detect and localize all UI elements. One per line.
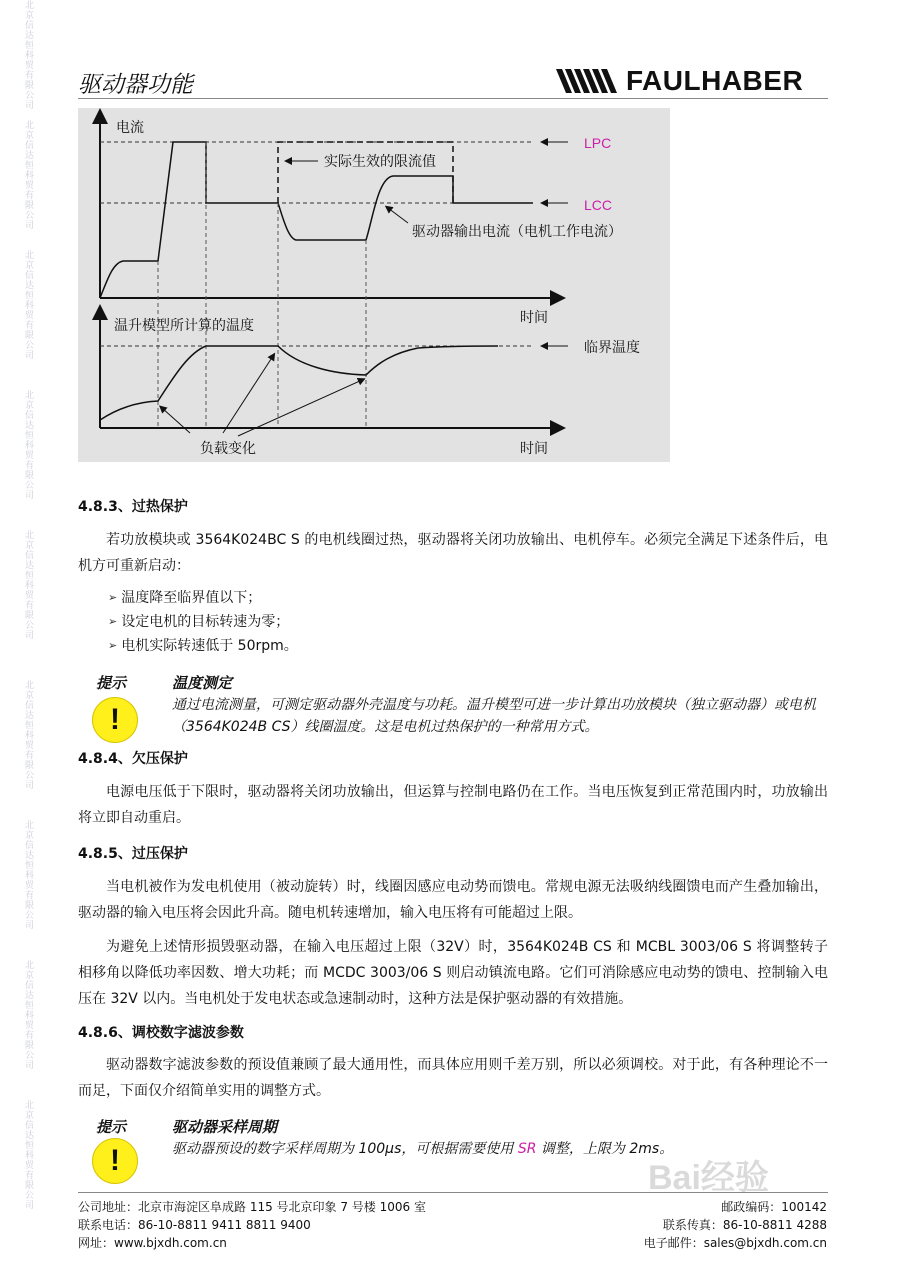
tip-body-text: 驱动器预设的数字采样周期为 100μs，可根据需要使用 <box>172 1141 518 1157</box>
current-axis-label: 电流 <box>116 120 144 136</box>
footer-phone: 联系电话：86-10-8811 9411 8811 9400 <box>78 1218 311 1232</box>
section-paragraph: 为避免上述情形损毁驱动器，在输入电压超过上限（32V）时，3564K024B CS 和 MCBL 3003/06 S 将调整转子相移角以降低功率因数、增大功耗；而 MCDC 3003/06 S 则启动镇流电路。它们可消除感应电动势的馈电、控制输入电压在 32V 以内。当电机处于发电状态或急速制动时，这种方法是保护驱动器的有效措施。 <box>78 939 828 1007</box>
footer-postcode: 邮政编码：100142 <box>721 1200 827 1214</box>
section-paragraph: 当电机被作为发电机使用（被动旋转）时，线圈因感应电动势而馈电。常规电源无法吸纳线圈馈电而产生叠加输出，驱动器的输入电压将会因此升高。随电机转速增加，输入电压将有可能超过上限。 <box>78 879 828 921</box>
sr-command-highlight: SR <box>517 1141 537 1157</box>
lcc-label: LCC <box>584 197 613 213</box>
section-heading-overvoltage: 4.8.5、过压保护 <box>78 846 188 862</box>
footer-fax: 联系传真：86-10-8811 4288 <box>662 1218 827 1232</box>
critical-temperature-label: 临界温度 <box>584 340 640 356</box>
temperature-axis-label: 温升模型所计算的温度 <box>114 318 254 334</box>
page-header-title: 驱动器功能 <box>78 72 193 98</box>
current-temperature-figure <box>78 108 670 462</box>
side-watermark-text: 北京信达恒科贸有限公司 <box>23 530 33 640</box>
side-watermark-text: 北京信达恒科贸有限公司 <box>23 250 33 360</box>
load-change-pointer-arrow <box>223 356 273 433</box>
side-watermark-text: 北京信达恒科贸有限公司 <box>23 0 33 110</box>
bullet-arrow-icon: ➢ <box>108 591 118 604</box>
bullet-arrow-icon: ➢ <box>108 615 118 628</box>
footer-address: 公司地址：北京市海淀区阜成路 115 号北京印象 7 号楼 1006 室 <box>78 1200 426 1214</box>
bullet-arrow-icon: ➢ <box>108 639 118 652</box>
tip-body: 通过电流测量，可测定驱动器外壳温度与功耗。温升模型可进一步计算出功放模块（独立驱动器）或电机（3564K024B CS）线圈温度。这是电机过热保护的一种常用方式。 <box>172 697 816 735</box>
effective-limit-label: 实际生效的限流值 <box>324 154 436 170</box>
footer-website[interactable]: 网址：www.bjxdh.com.cn <box>78 1236 227 1250</box>
footer-divider <box>78 1192 828 1193</box>
logo-brand-text: FAULHABER <box>626 65 804 96</box>
list-item <box>108 586 298 610</box>
time-axis-label-2: 时间 <box>520 441 548 457</box>
faulhaber-logo <box>556 66 803 96</box>
section-heading-undervoltage: 4.8.4、欠压保护 <box>78 751 188 767</box>
driver-output-label: 驱动器输出电流（电机工作电流） <box>412 224 622 240</box>
load-change-pointer-arrow <box>162 408 190 433</box>
overheat-condition-list <box>108 586 298 658</box>
tip-title: 温度测定 <box>172 674 233 692</box>
section-heading-filter-params: 4.8.6、调校数字滤波参数 <box>78 1025 244 1041</box>
side-watermark-text: 北京信达恒科贸有限公司 <box>23 120 33 230</box>
list-item-text: 电机实际转速低于 50rpm。 <box>121 638 298 654</box>
section-heading-overheat: 4.8.3、过热保护 <box>78 499 188 515</box>
list-item <box>108 610 298 634</box>
tip-body-text: 调整，上限为 2ms。 <box>536 1141 674 1157</box>
side-watermark-text: 北京信达恒科贸有限公司 <box>23 960 33 1070</box>
logo-stripes-icon <box>556 69 618 93</box>
side-watermark <box>22 0 40 1280</box>
side-watermark-text: 北京信达恒科贸有限公司 <box>23 390 33 500</box>
list-item-text: 设定电机的目标转速为零； <box>121 614 290 630</box>
effective-limit-curve <box>278 142 453 203</box>
tip-title: 驱动器采样周期 <box>172 1118 278 1136</box>
lpc-label: LPC <box>584 135 612 151</box>
warning-exclamation-icon: ! <box>92 697 138 743</box>
load-change-label: 负载变化 <box>200 441 256 457</box>
list-item <box>108 634 298 658</box>
baidu-watermark: Bai经验 <box>648 1159 769 1197</box>
tip-label: 提示 <box>96 1118 127 1136</box>
driver-output-pointer-arrow <box>388 208 408 223</box>
list-item-text: 温度降至临界值以下； <box>121 590 262 606</box>
section-paragraph: 电源电压低于下限时，驱动器将关闭功放输出，但运算与控制电路仍在工作。当电压恢复到正常范围内时，功放输出将立即自动重启。 <box>78 784 828 826</box>
driver-output-current-curve <box>100 142 533 298</box>
header-divider <box>78 98 828 99</box>
side-watermark-text: 北京信达恒科贸有限公司 <box>23 1100 33 1210</box>
section-paragraph: 若功放模块或 3564K024BC S 的电机线圈过热，驱动器将关闭功放输出、电机停车。必须完全满足下述条件后，电机方可重新启动： <box>78 532 828 574</box>
side-watermark-text: 北京信达恒科贸有限公司 <box>23 680 33 790</box>
section-paragraph: 驱动器数字滤波参数的预设值兼顾了最大通用性，而具体应用则千差万别，所以必须调校。对于此，有各种理论不一而足，下面仅介绍简单实用的调整方式。 <box>78 1057 828 1099</box>
figure-svg <box>78 108 670 462</box>
side-watermark-text: 北京信达恒科贸有限公司 <box>23 820 33 930</box>
tip-label: 提示 <box>96 674 127 692</box>
time-axis-label: 时间 <box>520 310 548 326</box>
footer-email[interactable]: 电子邮件：sales@bjxdh.com.cn <box>643 1236 827 1250</box>
warning-exclamation-icon: ! <box>92 1138 138 1184</box>
